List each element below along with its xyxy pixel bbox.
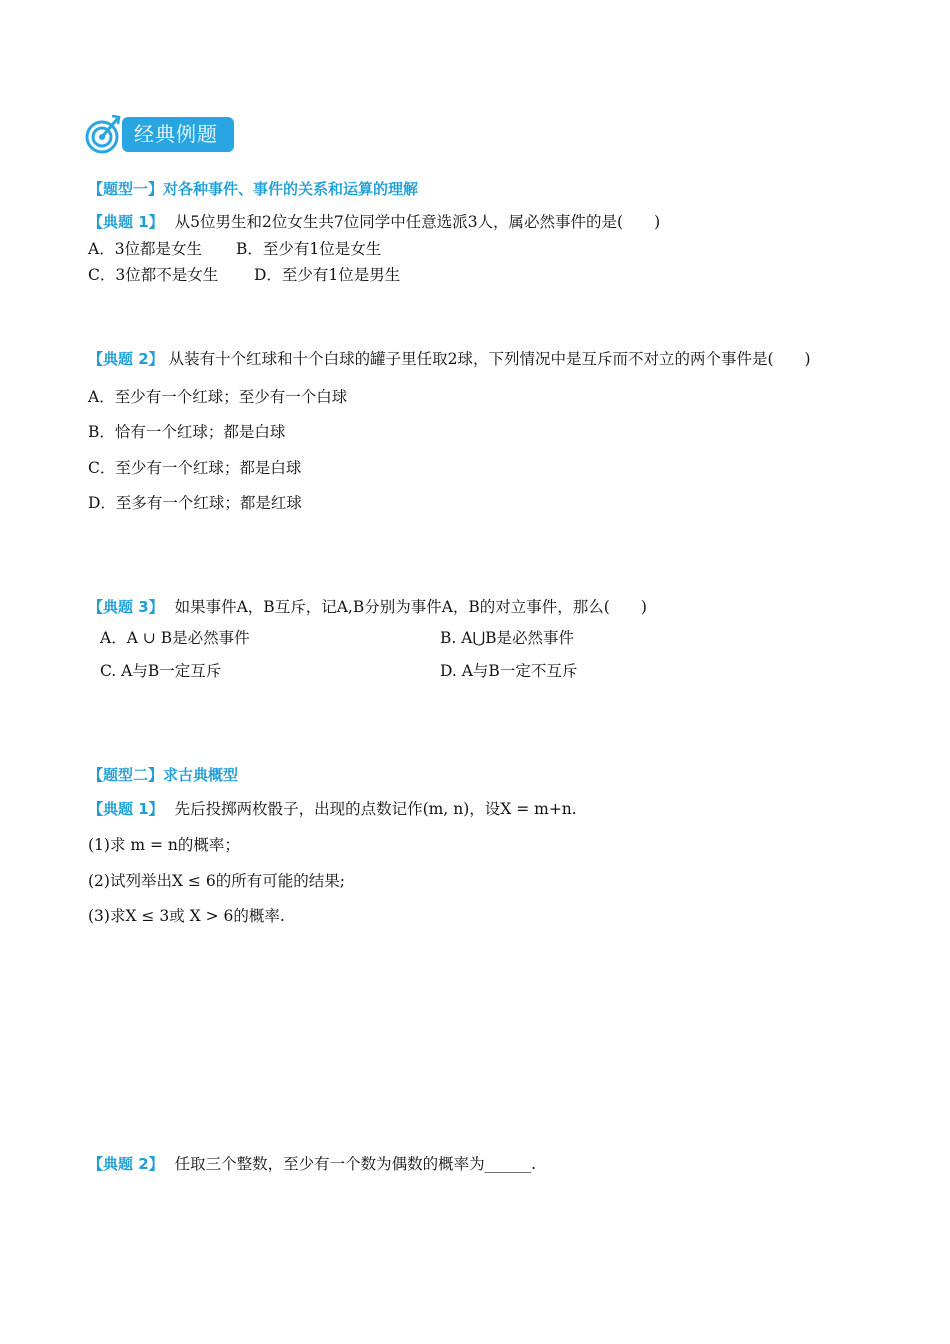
option-d: D. A与B一定不互斥	[440, 662, 578, 680]
question-tag: 【典题 1】	[88, 800, 164, 818]
group-title: 【题型二】求古典概型	[88, 766, 239, 784]
sub-question-3: (3)求X ≤ 3或 X > 6的概率.	[88, 907, 285, 925]
question-1	[88, 797, 577, 819]
sub-question-1: (1)求 m = n的概率；	[88, 836, 240, 854]
question-stem: 如果事件A，B互斥，记A,B分别为事件A，B的对立事件，那么( )	[174, 598, 647, 616]
option-c: C. A与B一定互斥	[100, 662, 222, 680]
question-stem: 先后投掷两枚骰子，出现的点数记作(m, n)，设X = m+n.	[174, 800, 577, 818]
option-a: A．3位都是女生	[88, 240, 203, 258]
group-title: 【题型一】对各种事件、事件的关系和运算的理解	[88, 180, 419, 198]
option-a: A．A ∪ B是必然事件	[100, 629, 250, 647]
option-b: B．恰有一个红球；都是白球	[88, 423, 286, 441]
section-header-badge	[122, 117, 234, 152]
question-1	[88, 210, 660, 232]
question-tag: 【典题 2】	[88, 350, 164, 368]
question-2	[88, 347, 811, 369]
option-d: D．至多有一个红球；都是红球	[88, 494, 302, 512]
question-tag: 【典题 1】	[88, 213, 164, 231]
question-stem: 任取三个整数，至少有一个数为偶数的概率为______.	[174, 1155, 537, 1173]
section-title: 经典例题	[134, 122, 218, 146]
option-c: C．3位都不是女生	[88, 266, 219, 284]
question-2	[88, 1152, 536, 1174]
question-tag: 【典题 3】	[88, 598, 164, 616]
option-b: B. A⋃B是必然事件	[440, 629, 575, 647]
question-stem: 从5位男生和2位女生共7位同学中任意选派3人，属必然事件的是( )	[174, 213, 661, 231]
option-c: C．至少有一个红球；都是白球	[88, 459, 302, 477]
option-d: D．至少有1位是男生	[254, 266, 401, 284]
sub-question-2: (2)试列举出X ≤ 6的所有可能的结果;	[88, 872, 345, 890]
option-b: B．至少有1位是女生	[236, 240, 382, 258]
option-a: A．至少有一个红球；至少有一个白球	[88, 388, 348, 406]
question-tag: 【典题 2】	[88, 1155, 164, 1173]
question-stem: 从装有十个红球和十个白球的罐子里任取2球，下列情况中是互斥而不对立的两个事件是( )	[168, 350, 811, 368]
target-arrow-icon	[84, 112, 124, 156]
question-3	[88, 595, 647, 617]
